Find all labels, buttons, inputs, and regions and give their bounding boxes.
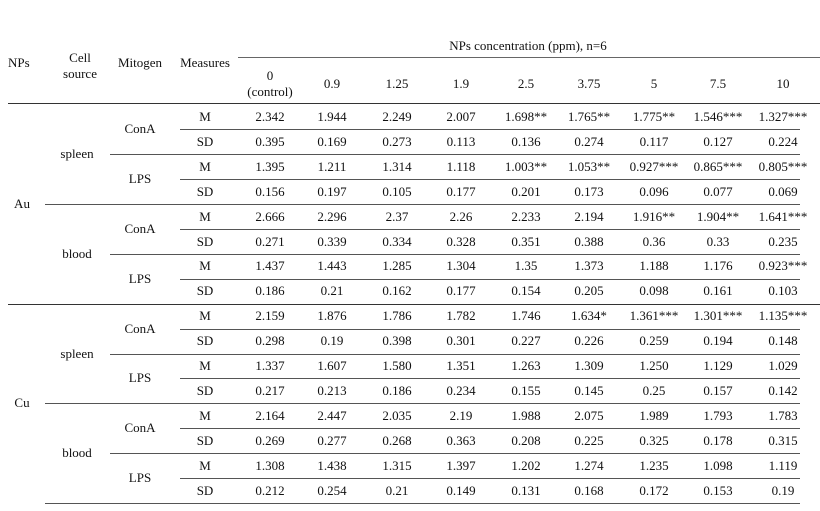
table-cell: 0.805*** [758,158,808,174]
row-separator [180,129,800,130]
table-cell: 0.208 [511,432,541,448]
table-cell: 1.327*** [758,109,808,124]
table-cell: 0.205 [574,283,604,299]
table-cell: 0.105 [382,183,412,199]
table-cell: 1.119 [768,457,798,473]
table-cell: 0.235 [768,233,798,249]
cell-source-label: blood [62,245,92,261]
table-cell: 0.334 [382,233,412,249]
np-label: Cu [14,395,30,411]
measure-label: M [199,109,211,124]
table-cell: 0.273 [382,133,412,149]
table-cell: 0.268 [382,432,412,448]
table-cell: 0.186 [255,283,285,299]
table-cell: 1.188 [639,258,669,274]
table-cell: 0.197 [317,183,347,199]
measure-label: SD [196,283,214,299]
table-cell: 1.135*** [758,308,808,324]
table-cell: 0.227 [511,333,541,349]
table-cell: 0.217 [255,382,285,398]
table-cell: 2.249 [382,109,412,124]
table-cell: 2.37 [385,208,409,224]
table-cell: 1.118 [446,158,476,174]
table-cell: 0.178 [703,432,733,448]
table-cell: 0.213 [317,382,347,398]
table-cell: 2.26 [449,208,473,224]
table-cell: 1.351 [446,358,476,373]
table-cell: 1.176 [703,258,733,274]
row-separator [180,179,800,180]
table-cell: 2.447 [317,407,347,423]
table-cell: 1.698** [504,109,548,124]
table-cell: 2.075 [574,407,604,423]
table-cell: 1.274 [574,457,604,473]
table-cell: 0.225 [574,432,604,448]
row-separator [180,378,800,379]
table-cell: 0.271 [255,233,285,249]
mitogen-label: ConA [124,320,156,336]
table-cell: 0.149 [446,482,476,498]
row-separator [180,478,800,479]
table-cell: 0.069 [768,183,798,199]
table-cell: 0.155 [511,382,541,398]
measure-label: M [199,208,211,224]
concentration-header-0-sub: (control) [247,84,293,99]
table-cell: 1.988 [511,407,541,423]
table-cell: 1.437 [255,258,285,274]
mitogen-separator [110,154,800,155]
table-cell: 0.328 [446,233,476,249]
table-cell: 0.162 [382,283,412,299]
table-cell: 0.077 [703,183,733,199]
row-separator [180,428,800,429]
table-cell: 0.224 [768,133,798,149]
np-block-separator [8,304,820,305]
measure-label: M [199,308,211,324]
table-cell: 0.865*** [693,158,743,174]
mitogen-separator [110,453,800,454]
table-cell: 0.142 [768,382,798,398]
concentration-header-2: 1.25 [385,76,409,91]
header-mitogen: Mitogen [117,55,163,70]
measure-label: SD [196,233,214,249]
table-cell: 2.666 [255,208,285,224]
header-rule-under-concentration [238,57,820,58]
table-cell: 0.19 [320,333,344,349]
header-concentration-title: NPs concentration (ppm), n=6 [449,38,607,53]
table-cell: 0.33 [706,233,730,249]
table-cell: 0.325 [639,432,669,448]
table-cell: 1.235 [639,457,669,473]
table-cell: 2.159 [255,308,285,324]
cell-source-label: spleen [60,146,94,162]
concentration-header-7: 7.5 [709,76,727,91]
table-cell: 2.19 [449,407,473,423]
concentration-header-1: 0.9 [323,76,341,91]
measure-label: M [199,358,211,373]
header-bottom-rule [8,103,820,104]
row-separator [180,329,800,330]
table-cell: 0.301 [446,333,476,349]
table-cell: 1.944 [317,109,347,124]
table-cell: 2.296 [317,208,347,224]
table-cell: 1.308 [255,457,285,473]
table-cell: 1.876 [317,308,347,324]
table-cell: 0.212 [255,482,285,498]
measure-label: M [199,158,211,174]
table-cell: 1.443 [317,258,347,274]
table-cell: 0.36 [642,233,666,249]
table-cell: 0.173 [574,183,604,199]
measure-label: SD [196,333,214,349]
table-cell: 0.277 [317,432,347,448]
table-cell: 0.398 [382,333,412,349]
measure-label: SD [196,382,214,398]
table-cell: 0.117 [639,133,669,149]
header-cell-source-line2: source [63,66,97,81]
mitogen-label: LPS [128,171,152,187]
table-cell: 0.259 [639,333,669,349]
table-cell: 2.194 [574,208,604,224]
table-cell: 0.388 [574,233,604,249]
table-cell: 0.19 [771,482,795,498]
table-cell: 0.234 [446,382,476,398]
mitogen-label: LPS [128,370,152,386]
cell-source-label: blood [62,445,92,461]
mitogen-label: ConA [124,121,156,137]
row-separator [180,229,800,230]
table-cell: 1.373 [574,258,604,274]
table-cell: 1.202 [511,457,541,473]
table-cell: 0.172 [639,482,669,498]
table-cell: 0.269 [255,432,285,448]
header-cell-source-line1: Cell [69,50,91,65]
concentration-header-0: 0 [266,68,274,83]
mitogen-label: ConA [124,221,156,237]
cell-source-separator [45,503,800,504]
table-cell: 2.007 [446,109,476,124]
table-cell: 1.782 [446,308,476,324]
table-cell: 1.098 [703,457,733,473]
concentration-header-5: 3.75 [577,76,601,91]
table-cell: 1.783 [768,407,798,423]
table-cell: 0.103 [768,283,798,299]
table-cell: 0.186 [382,382,412,398]
table-cell: 1.904** [696,208,740,224]
table-cell: 1.250 [639,358,669,373]
table-cell: 1.989 [639,407,669,423]
table-cell: 1.211 [317,158,347,174]
table-cell: 2.233 [511,208,541,224]
table-cell: 0.351 [511,233,541,249]
table-cell: 1.337 [255,358,285,373]
measure-label: SD [196,432,214,448]
table-cell: 1.793 [703,407,733,423]
table-cell: 1.580 [382,358,412,373]
mitogen-label: ConA [124,420,156,436]
measure-label: M [199,258,211,274]
table-cell: 1.003** [504,158,548,174]
table-cell: 0.363 [446,432,476,448]
table-cell: 0.154 [511,283,541,299]
table-cell: 0.148 [768,333,798,349]
cell-source-label: spleen [60,345,94,361]
table-cell: 1.786 [382,308,412,324]
table-cell: 1.029 [768,358,798,373]
table-cell: 0.923*** [758,258,808,274]
table-cell: 0.177 [446,283,476,299]
table-cell: 1.285 [382,258,412,274]
concentration-header-6: 5 [650,76,658,91]
table-cell: 1.309 [574,358,604,373]
table-cell: 0.274 [574,133,604,149]
table-cell: 0.339 [317,233,347,249]
table-cell: 0.161 [703,283,733,299]
row-separator [180,279,800,280]
table-cell: 0.201 [511,183,541,199]
table-cell: 1.438 [317,457,347,473]
table-cell: 1.746 [511,308,541,324]
table-cell: 2.342 [255,109,285,124]
cell-source-separator [45,403,800,404]
table-cell: 0.194 [703,333,733,349]
measure-label: SD [196,183,214,199]
table-cell: 1.397 [446,457,476,473]
table-cell: 2.164 [255,407,285,423]
mitogen-separator [110,354,800,355]
measure-label: M [199,457,211,473]
table-cell: 0.127 [703,133,733,149]
table-cell: 1.315 [382,457,412,473]
concentration-header-4: 2.5 [517,76,535,91]
table-cell: 1.314 [382,158,412,174]
table-cell: 0.156 [255,183,285,199]
table-cell: 1.765** [567,109,611,124]
table-cell: 0.145 [574,382,604,398]
table-cell: 1.129 [703,358,733,373]
table-cell: 0.21 [320,283,344,299]
table-cell: 1.916** [632,208,676,224]
table-cell: 0.254 [317,482,347,498]
mitogen-label: LPS [128,270,152,286]
table-cell: 0.153 [703,482,733,498]
table-cell: 0.131 [511,482,541,498]
table-cell: 0.226 [574,333,604,349]
concentration-header-3: 1.9 [452,76,470,91]
table-cell: 1.607 [317,358,347,373]
table-cell: 1.641*** [758,208,808,224]
table-cell: 1.053** [567,158,611,174]
measure-label: SD [196,133,214,149]
measure-label: SD [196,482,214,498]
table-cell: 2.035 [382,407,412,423]
table-cell: 0.136 [511,133,541,149]
table-cell: 0.157 [703,382,733,398]
table-cell: 1.634* [571,308,607,324]
header-nps: NPs [8,55,30,70]
table-cell: 0.25 [642,382,666,398]
header-measures: Measures [180,55,230,70]
table-cell: 0.927*** [629,158,679,174]
mitogen-label: LPS [128,470,152,486]
table-cell: 0.098 [639,283,669,299]
table-cell: 1.263 [511,358,541,373]
measure-label: M [199,407,211,423]
table-cell: 0.096 [639,183,669,199]
table-cell: 0.315 [768,432,798,448]
mitogen-separator [110,254,800,255]
table-cell: 1.301*** [693,308,743,324]
table-cell: 1.304 [446,258,476,274]
table-cell: 0.177 [446,183,476,199]
table-cell: 0.169 [317,133,347,149]
table-cell: 0.298 [255,333,285,349]
np-label: Au [14,196,30,212]
table-cell: 0.168 [574,482,604,498]
table-cell: 1.775** [632,109,676,124]
concentration-header-8: 10 [776,76,790,91]
table-cell: 1.395 [255,158,285,174]
table-cell: 1.546*** [693,109,743,124]
cell-source-separator [45,204,800,205]
table-cell: 1.35 [514,258,538,274]
table-cell: 0.113 [446,133,476,149]
table-cell: 1.361*** [629,308,679,324]
table-cell: 0.21 [385,482,409,498]
table-cell: 0.395 [255,133,285,149]
